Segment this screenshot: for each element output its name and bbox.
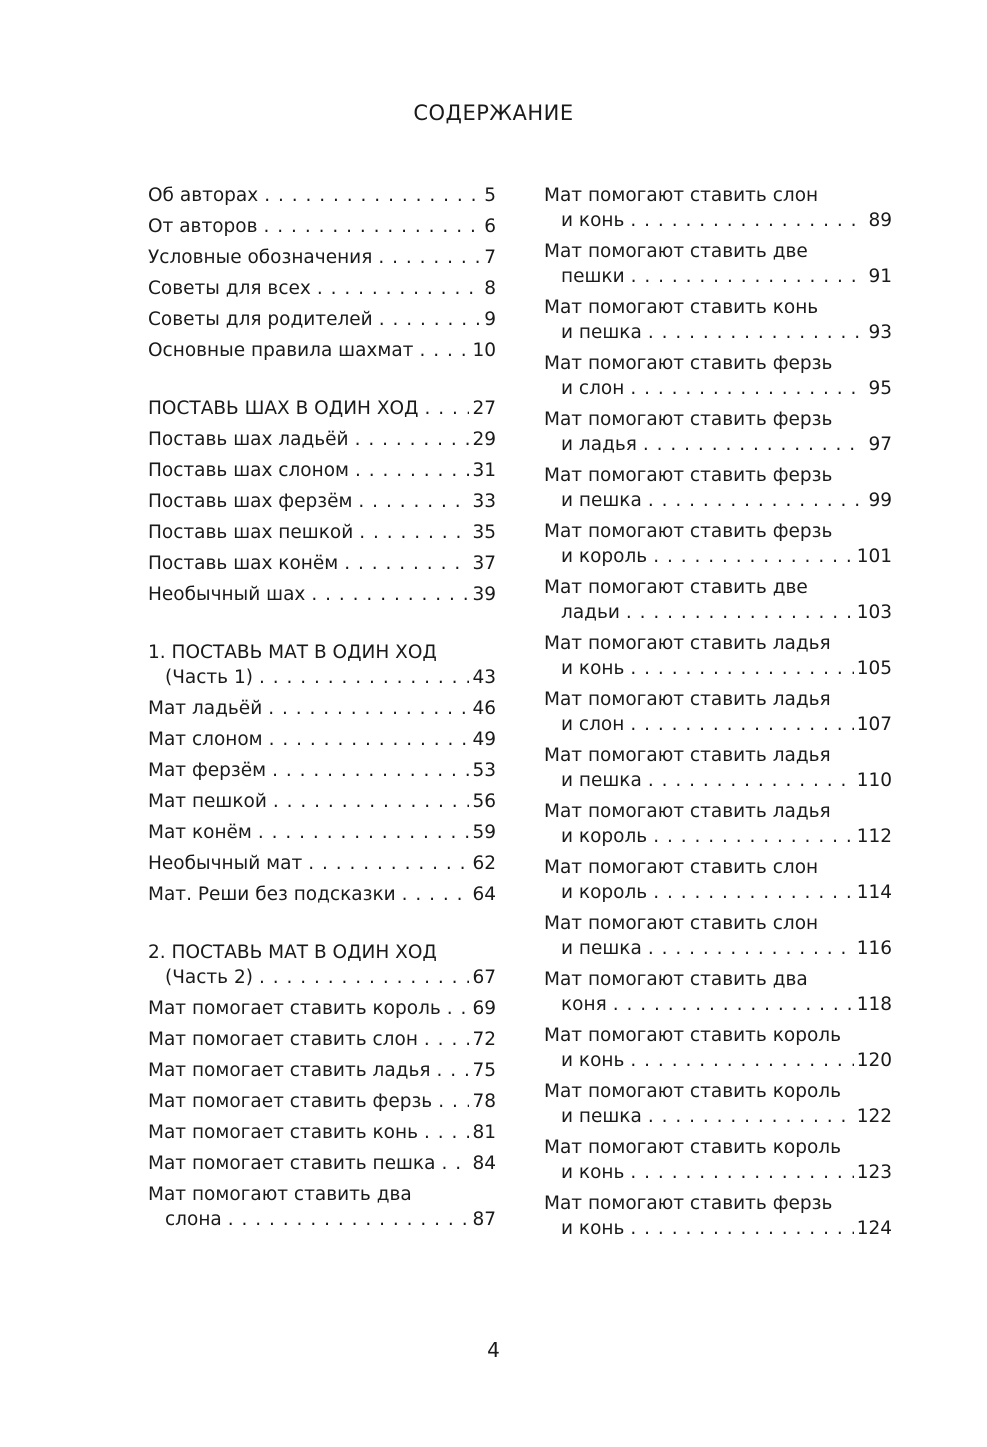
toc-entry-title: Мат помогает ставить пешка: [148, 1153, 436, 1174]
toc-entry-title: Мат помогают ставить ферзь: [544, 521, 833, 542]
toc-entry-title: 2. ПОСТАВЬ МАТ В ОДИН ХОД: [148, 942, 437, 963]
dot-leader: [653, 824, 854, 850]
toc-page-number: 75: [472, 1060, 496, 1081]
dot-leader: [630, 656, 853, 682]
toc-entry-title: Необычный мат: [148, 853, 303, 874]
toc-entry[interactable]: [148, 394, 496, 425]
toc-entry-title-continued: и слон: [561, 714, 625, 735]
dot-leader: [424, 1120, 469, 1146]
toc-page-number: 93: [868, 322, 892, 343]
toc-entry-title: Поставь шах ферзём: [148, 491, 353, 512]
toc-page-number: 116: [856, 938, 892, 959]
toc-entry-title: Мат помогает ставить король: [148, 998, 441, 1019]
toc-entry-title-continued: и пешка: [561, 770, 642, 791]
toc-entry-title: Поставь шах слоном: [148, 460, 349, 481]
dot-leader: [648, 1104, 854, 1130]
toc-entry[interactable]: [544, 629, 892, 685]
dot-leader: [419, 338, 469, 364]
toc-entry[interactable]: [544, 461, 892, 517]
toc-entry-title-continued: и король: [561, 826, 648, 847]
toc-entry-title-continued: коня: [561, 994, 607, 1015]
toc-entry-title: Необычный шах: [148, 584, 306, 605]
dot-leader: [268, 696, 469, 722]
toc-entry-title: Мат ладьёй: [148, 698, 263, 719]
toc-entry-title: Мат помогает ставить конь: [148, 1122, 419, 1143]
toc-entry[interactable]: [148, 756, 496, 787]
section-gap: [148, 911, 496, 938]
toc-entry[interactable]: [148, 181, 496, 212]
dot-leader: [259, 665, 469, 691]
toc-entry[interactable]: [544, 909, 892, 965]
toc-entry-title: Мат слоном: [148, 729, 263, 750]
toc-entry[interactable]: [544, 1133, 892, 1189]
dot-leader: [441, 1151, 469, 1177]
toc-entry-title-continued: и король: [561, 882, 648, 903]
toc-entry-title: Мат помогают ставить два: [148, 1184, 412, 1205]
toc-entry[interactable]: [544, 1189, 892, 1245]
toc-entry[interactable]: [148, 994, 496, 1025]
toc-entry[interactable]: [148, 274, 496, 305]
dot-leader: [273, 789, 470, 815]
dot-leader: [308, 851, 469, 877]
toc-page-number: 5: [484, 185, 496, 206]
toc-entry[interactable]: [148, 305, 496, 336]
dot-leader: [437, 1058, 470, 1084]
dot-leader: [344, 551, 469, 577]
dot-leader: [355, 427, 470, 453]
toc-page-number: 49: [472, 729, 496, 750]
toc-entry[interactable]: [148, 212, 496, 243]
toc-entry[interactable]: [148, 1118, 496, 1149]
dot-leader: [259, 965, 469, 991]
toc-entry-title: ПОСТАВЬ ШАХ В ОДИН ХОД: [148, 398, 419, 419]
toc-entry-title: Мат помогают ставить король: [544, 1137, 841, 1158]
dot-leader: [378, 245, 481, 271]
dot-leader: [630, 1048, 853, 1074]
toc-page-number: 43: [472, 667, 496, 688]
dot-leader: [630, 1160, 853, 1186]
toc-page-number: 39: [472, 584, 496, 605]
dot-leader: [626, 600, 854, 626]
toc-entry-title: Мат помогают ставить ладья: [544, 689, 831, 710]
dot-leader: [648, 488, 866, 514]
toc-entry-title: Мат помогают ставить две: [544, 241, 808, 262]
toc-entry[interactable]: [148, 818, 496, 849]
toc-page-number: 122: [856, 1106, 892, 1127]
toc-entry-title: Советы для родителей: [148, 309, 373, 330]
dot-leader: [630, 208, 865, 234]
toc-entry-title-continued: и король: [561, 546, 648, 567]
page-title: СОДЕРЖАНИЕ: [413, 101, 574, 125]
dot-leader: [648, 936, 854, 962]
dot-leader: [264, 214, 482, 240]
toc-entry[interactable]: [544, 405, 892, 461]
toc-page-number: 81: [472, 1122, 496, 1143]
dot-leader: [438, 1089, 469, 1115]
toc-entry[interactable]: [148, 425, 496, 456]
toc-entry[interactable]: [544, 573, 892, 629]
toc-entry[interactable]: [544, 797, 892, 853]
toc-entry-title-continued: и пешка: [561, 490, 642, 511]
dot-leader: [264, 183, 481, 209]
toc-entry[interactable]: [544, 181, 892, 237]
toc-page-number: 59: [472, 822, 496, 843]
toc-entry-title-continued: и слон: [561, 378, 625, 399]
toc-entry-title: Мат ферзём: [148, 760, 267, 781]
toc-entry[interactable]: [544, 517, 892, 573]
dot-leader: [643, 432, 866, 458]
toc-entry-title: Мат помогают ставить два: [544, 969, 808, 990]
toc-entry-title-continued: слона: [165, 1209, 222, 1230]
dot-leader: [424, 1027, 470, 1053]
dot-leader: [272, 758, 469, 784]
toc-entry-title: Мат помогают ставить ферзь: [544, 465, 833, 486]
toc-entry-title: Мат пешкой: [148, 791, 267, 812]
toc-entry-title: Мат помогает ставить ферзь: [148, 1091, 433, 1112]
toc-entry-title: Советы для всех: [148, 278, 311, 299]
toc-page-number: 27: [472, 398, 496, 419]
toc-entry-title: Мат помогают ставить ладья: [544, 801, 831, 822]
toc-page-number: 7: [484, 247, 496, 268]
page-number: 4: [487, 1338, 500, 1362]
toc-page-number: 72: [472, 1029, 496, 1050]
toc-entry[interactable]: [148, 580, 496, 611]
dot-leader: [359, 520, 469, 546]
toc-entry-title: Об авторах: [148, 185, 259, 206]
toc-page-number: 67: [472, 967, 496, 988]
toc-entry[interactable]: [148, 849, 496, 880]
toc-entry-title-continued: и пешка: [561, 1106, 642, 1127]
toc-page-number: 107: [856, 714, 892, 735]
toc-entry-title: Мат помогает ставить слон: [148, 1029, 418, 1050]
toc-entry-title: Мат помогают ставить ферзь: [544, 353, 833, 374]
toc-entry[interactable]: [544, 349, 892, 405]
toc-entry-title: Мат помогают ставить ферзь: [544, 1193, 833, 1214]
toc-entry[interactable]: [148, 1180, 496, 1236]
toc-entry[interactable]: [148, 638, 496, 694]
dot-leader: [630, 712, 853, 738]
toc-page-number: 118: [856, 994, 892, 1015]
toc-page-number: 35: [472, 522, 496, 543]
dot-leader: [648, 768, 854, 794]
toc-entry-title: Мат помогает ставить ладья: [148, 1060, 431, 1081]
toc-page-number: 110: [856, 770, 892, 791]
toc-entry[interactable]: [148, 725, 496, 756]
toc-entry[interactable]: [148, 694, 496, 725]
toc-page-number: 64: [472, 884, 496, 905]
section-gap: [148, 367, 496, 394]
toc-page-number: 123: [856, 1162, 892, 1183]
dot-leader: [258, 820, 470, 846]
toc-page-number: 6: [484, 216, 496, 237]
toc-page-number: 29: [472, 429, 496, 450]
toc-entry[interactable]: [148, 456, 496, 487]
toc-page-number: 56: [472, 791, 496, 812]
toc-entry[interactable]: [544, 741, 892, 797]
toc-page-number: 78: [472, 1091, 496, 1112]
toc-entry[interactable]: [544, 685, 892, 741]
dot-leader: [425, 396, 470, 422]
toc-entry[interactable]: [148, 518, 496, 549]
toc-page-number: 101: [856, 546, 892, 567]
dot-leader: [631, 264, 866, 290]
toc-page-number: 46: [472, 698, 496, 719]
dot-leader: [648, 320, 866, 346]
toc-entry-title-continued: и пешка: [561, 322, 642, 343]
toc-entry-title: Мат помогают ставить король: [544, 1081, 841, 1102]
toc-page-number: 103: [856, 602, 892, 623]
toc-entry-title: Поставь шах пешкой: [148, 522, 354, 543]
toc-page-number: 31: [472, 460, 496, 481]
toc-entry[interactable]: [148, 1149, 496, 1180]
toc-page-number: 10: [472, 340, 496, 361]
toc-entry-title-continued: и конь: [561, 658, 625, 679]
toc-entry-title-continued: пешки: [561, 266, 625, 287]
toc-entry-title: Мат помогают ставить ладья: [544, 745, 831, 766]
toc-entry[interactable]: [148, 787, 496, 818]
dot-leader: [653, 544, 854, 570]
dot-leader: [228, 1207, 470, 1233]
toc-entry-title-continued: и пешка: [561, 938, 642, 959]
dot-leader: [269, 727, 470, 753]
dot-leader: [317, 276, 481, 302]
toc-page-number: 62: [472, 853, 496, 874]
toc-entry[interactable]: [544, 1021, 892, 1077]
dot-leader: [447, 996, 470, 1022]
toc-entry-title: Поставь шах конём: [148, 553, 339, 574]
dot-leader: [630, 1216, 853, 1242]
toc-entry[interactable]: [544, 293, 892, 349]
toc-entry[interactable]: [148, 243, 496, 274]
toc-entry-title: Поставь шах ладьёй: [148, 429, 349, 450]
toc-entry[interactable]: [148, 880, 496, 911]
toc-page-number: 99: [868, 490, 892, 511]
toc-entry-title: Мат конём: [148, 822, 252, 843]
toc-page-number: 105: [856, 658, 892, 679]
toc-entry-title-continued: и конь: [561, 1218, 625, 1239]
toc-page-number: 97: [868, 434, 892, 455]
toc-page-number: 112: [856, 826, 892, 847]
toc-page-number: 37: [472, 553, 496, 574]
dot-leader: [613, 992, 854, 1018]
dot-leader: [355, 458, 469, 484]
toc-entry-title-continued: (Часть 1): [165, 667, 253, 688]
toc-entry-title: Мат помогают ставить две: [544, 577, 808, 598]
section-gap: [148, 611, 496, 638]
toc-entry-title: Мат помогают ставить король: [544, 1025, 841, 1046]
toc-entry-title-continued: и конь: [561, 1050, 625, 1071]
dot-leader: [379, 307, 482, 333]
toc-entry-title: Мат. Реши без подсказки: [148, 884, 396, 905]
toc-page-number: 53: [472, 760, 496, 781]
toc-entry[interactable]: [148, 1056, 496, 1087]
toc-entry-title: Основные правила шахмат: [148, 340, 414, 361]
toc-entry[interactable]: [148, 487, 496, 518]
toc-entry[interactable]: [148, 1087, 496, 1118]
toc-entry[interactable]: [544, 853, 892, 909]
toc-entry-title-continued: и конь: [561, 210, 625, 231]
toc-entry-title: 1. ПОСТАВЬ МАТ В ОДИН ХОД: [148, 642, 437, 663]
toc-page-number: 9: [484, 309, 496, 330]
toc-entry-title: От авторов: [148, 216, 258, 237]
toc-page-number: 87: [472, 1209, 496, 1230]
toc-right-column: [544, 181, 892, 1245]
toc-page-number: 69: [472, 998, 496, 1019]
toc-page-number: 95: [868, 378, 892, 399]
toc-page-number: 89: [868, 210, 892, 231]
toc-entry-title: Мат помогают ставить слон: [544, 913, 819, 934]
toc-entry-title-continued: и ладья: [561, 434, 637, 455]
toc-entry-title-continued: (Часть 2): [165, 967, 253, 988]
toc-entry-title: Мат помогают ставить конь: [544, 297, 819, 318]
toc-entry-title: Мат помогают ставить слон: [544, 185, 819, 206]
toc-page-number: 84: [472, 1153, 496, 1174]
toc-entry-title-continued: ладьи: [561, 602, 620, 623]
dot-leader: [311, 582, 469, 608]
toc-entry[interactable]: [148, 549, 496, 580]
dot-leader: [402, 882, 470, 908]
toc-entry[interactable]: [544, 1077, 892, 1133]
toc-entry-title: Мат помогают ставить ладья: [544, 633, 831, 654]
toc-page-number: 120: [856, 1050, 892, 1071]
toc-entry[interactable]: [544, 965, 892, 1021]
toc-entry[interactable]: [544, 237, 892, 293]
toc-entry[interactable]: [148, 336, 496, 367]
toc-entry[interactable]: [148, 938, 496, 994]
toc-entry-title: Мат помогают ставить ферзь: [544, 409, 833, 430]
toc-entry[interactable]: [148, 1025, 496, 1056]
dot-leader: [630, 376, 865, 402]
toc-entry-title-continued: и конь: [561, 1162, 625, 1183]
toc-page-number: 91: [868, 266, 892, 287]
toc-page-number: 8: [484, 278, 496, 299]
toc-page-number: 33: [472, 491, 496, 512]
dot-leader: [358, 489, 469, 515]
toc-entry-title: Условные обозначения: [148, 247, 373, 268]
toc-page-number: 114: [856, 882, 892, 903]
toc-left-column: [148, 181, 496, 1236]
toc-entry-title: Мат помогают ставить слон: [544, 857, 819, 878]
dot-leader: [653, 880, 854, 906]
toc-page-number: 124: [856, 1218, 892, 1239]
